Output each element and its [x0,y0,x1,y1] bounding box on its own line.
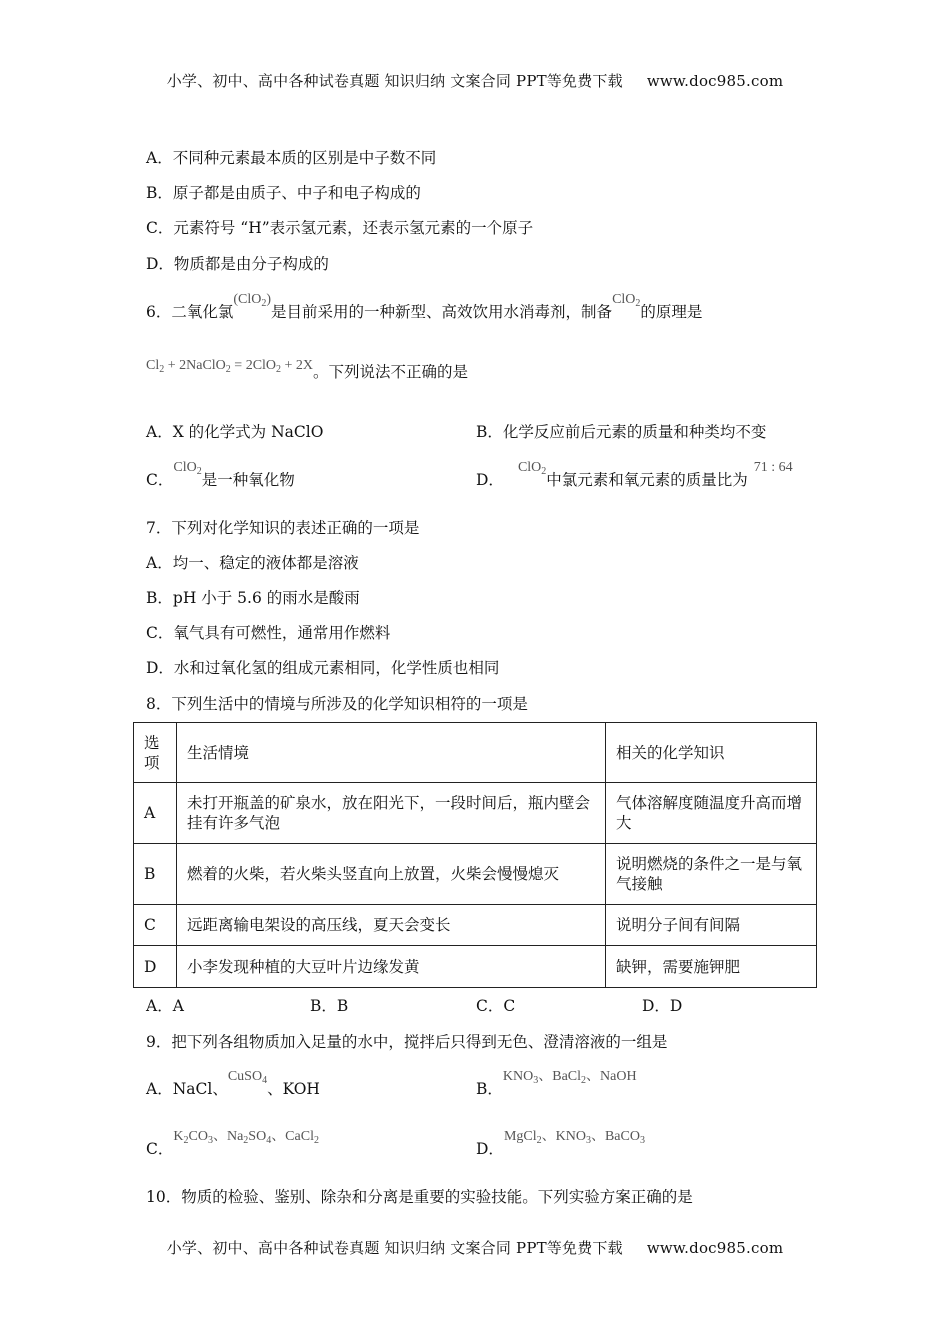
page-footer [0,1237,950,1258]
q7-option-d: D．水和过氧化氢的组成元素相同，化学性质也相同 [146,659,500,677]
q8-row-knowledge: 说明燃烧的条件之一是与氧气接触 [606,844,817,905]
table-row [134,946,817,988]
q8-header-situation: 生活情境 [177,723,606,783]
header-text: 小学、初中、高中各种试卷真题 知识归纳 文案合同 PPT等免费下载 [166,72,623,90]
q8-answer-d: D．D [642,997,683,1015]
q6-equation-line [146,360,468,383]
q8-row-option: B [134,844,177,905]
q10-stem: 10．物质的检验、鉴别、除杂和分离是重要的实验技能。下列实验方案正确的是 [146,1188,693,1206]
q6-stem-part-c: 的原理是 [640,303,703,321]
q5-option-a: A．不同种元素最本质的区别是中子数不同 [146,149,437,167]
q8-row-situation: 小李发现种植的大豆叶片边缘发黄 [177,946,606,988]
q6-option-a: A．X 的化学式为 NaClO [146,423,324,441]
q8-answer-a: A．A [146,997,184,1015]
q8-row-knowledge: 气体溶解度随温度升高而增大 [606,783,817,844]
table-row [134,783,817,844]
header-site: www.doc985.com [646,72,784,90]
q8-row-option: D [134,946,177,988]
q8-answer-b: B．B [310,997,349,1015]
q8-row-option: C [134,905,177,946]
q9-option-c-formula: $K_2CO_3$、$Na_2SO_4$、CaCl$_2$ [173,1129,319,1146]
q9-stem: 9．把下列各组物质加入足量的水中，搅拌后只得到无色、澄清溶液的一组是 [146,1033,668,1051]
q8-row-situation: 燃着的火柴，若火柴头竖直向上放置，火柴会慢慢熄灭 [177,844,606,905]
q8-header-knowledge: 相关的化学知识 [606,723,817,783]
table-row [134,905,817,946]
footer-site: www.doc985.com [646,1239,784,1257]
page-header [0,70,950,91]
q6-stem-part-d: 。下列说法不正确的是 [313,363,469,381]
q9-option-a: A．NaCl、CuSO$_4$、KOH [146,1069,320,1098]
table-row [134,844,817,905]
q8-row-situation: 远距离输电架设的高压线，夏天会变长 [177,905,606,946]
q9-option-c: C．$K_2CO_3$、$Na_2SO_4$、CaCl$_2$ [146,1129,319,1158]
q6-option-d: D．ClO$_2$中氯元素和氧元素的质量比为71 : 64 [476,460,793,489]
q8-table [133,722,817,988]
q6-option-c: C．ClO$_2$是一种氧化物 [146,460,295,489]
q9-option-b: B．$KNO_3$、BaCl$_2$、NaOH [476,1069,637,1098]
q6-equation: $Cl_2$ + 2NaClO$_2$ = 2ClO$_2$ + 2X [146,358,314,375]
q7-option-b: B．pH 小于 5.6 的雨水是酸雨 [146,589,360,607]
q6-ratio: 71 : 64 [753,460,793,475]
q8-row-situation: 未打开瓶盖的矿泉水，放在阳光下，一段时间后，瓶内壁会挂有许多气泡 [177,783,606,844]
q6-stem [146,292,703,323]
footer-text: 小学、初中、高中各种试卷真题 知识归纳 文案合同 PPT等免费下载 [166,1239,623,1257]
q6-option-b: B．化学反应前后元素的质量和种类均不变 [476,423,767,441]
q6-option-d-formula: ClO$_2$ [517,460,547,477]
q8-row-knowledge: 缺钾，需要施钾肥 [606,946,817,988]
q6-stem-part-b: 是目前采用的一种新型、高效饮用水消毒剂，制备 [271,303,613,321]
q9-option-d-formula: MgCl$_2$、$KNO_3$、BaCO$_3$ [503,1129,645,1146]
q8-header-row [134,723,817,783]
q9-option-b-formula: $KNO_3$、BaCl$_2$、NaOH [502,1069,637,1086]
q6-stem-part-a: 6．二氧化氯 [146,303,234,321]
q6-formula-clo2-paren: (ClO$_2$) [233,292,272,309]
q6-formula-clo2: ClO$_2$ [612,292,641,309]
q8-header-option: 选项 [134,723,177,783]
q5-option-d: D．物质都是由分子构成的 [146,255,329,273]
q8-stem: 8．下列生活中的情境与所涉及的化学知识相符的一项是 [146,695,528,713]
q8-answer-c: C．C [476,997,516,1015]
q5-option-b: B．原子都是由质子、中子和电子构成的 [146,184,421,202]
q7-stem: 7．下列对化学知识的表述正确的一项是 [146,519,420,537]
q6-option-c-formula: ClO$_2$ [173,460,202,477]
q9-option-d: D．MgCl$_2$、$KNO_3$、BaCO$_3$ [476,1129,645,1158]
q8-row-knowledge: 说明分子间有间隔 [606,905,817,946]
q7-option-c: C．氧气具有可燃性，通常用作燃料 [146,624,391,642]
q9-option-a-formula: CuSO$_4$ [227,1069,268,1086]
q8-row-option: A [134,783,177,844]
q5-option-c: C．元素符号 “H”表示氢元素，还表示氢元素的一个原子 [146,219,534,237]
q7-option-a: A．均一、稳定的液体都是溶液 [146,554,359,572]
